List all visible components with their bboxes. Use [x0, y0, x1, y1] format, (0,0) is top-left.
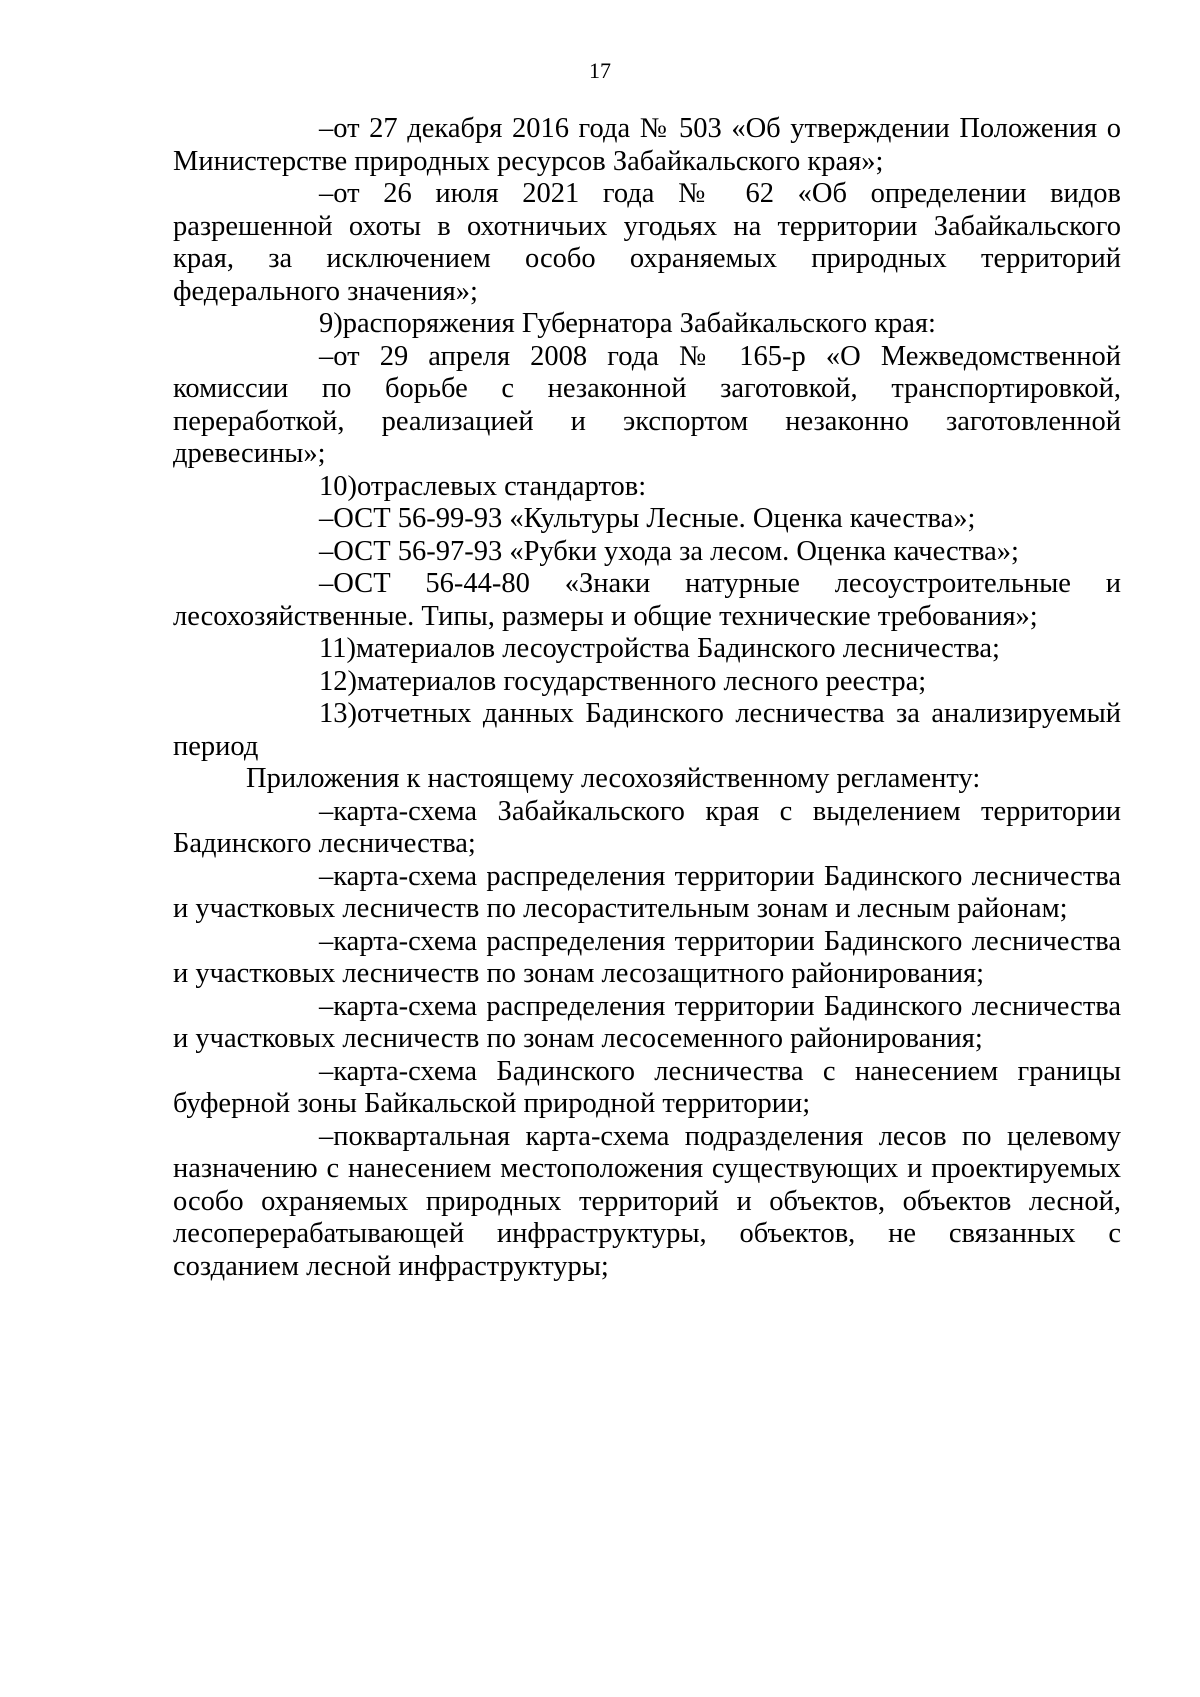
list-item-text: материалов государственного лесного реестра;	[357, 665, 927, 697]
list-marker: 13)	[319, 698, 357, 729]
list-marker: –	[319, 503, 334, 534]
list-item-text: ОСТ 56-99-93 «Культуры Лесные. Оценка качества»;	[333, 503, 976, 534]
list-marker: 11)	[319, 633, 356, 664]
list-item	[173, 178, 1121, 308]
list-item-text: карта-схема распределения территории Бадинского лесничества и участковых лесничеств по зонам лесозащитного районирования;	[173, 925, 1121, 989]
list-item	[173, 341, 1121, 471]
list-item-text: карта-схема Забайкальского края с выделением территории Бадинского лесничества;	[173, 795, 1121, 859]
list-marker: –	[319, 535, 334, 567]
list-marker: 9)	[319, 308, 343, 339]
annex-heading-text: Приложения к настоящему лесохозяйственному регламенту:	[246, 763, 981, 794]
list-item	[173, 503, 1121, 536]
list-item	[173, 698, 1121, 763]
list-item	[173, 471, 1121, 504]
list-marker: –	[319, 1055, 334, 1087]
list-item-text: от 26 июля 2021 года № 62 «Об определении видов разрешенной охоты в охотничьих угодьях на территории Забайкальского края, за исключением особо охраняемых природных территорий федерального значения»;	[173, 178, 1121, 307]
list-item-text: ОСТ 56-97-93 «Рубки ухода за лесом. Оценка качества»;	[333, 535, 1019, 567]
list-item	[173, 633, 1121, 666]
list-item-text: от 27 декабря 2016 года № 503 «Об утверждении Положения о Министерстве природных ресурсов Забайкальского края»;	[173, 113, 1121, 177]
list-item	[173, 1121, 1121, 1284]
list-marker: 10)	[319, 470, 357, 502]
list-item	[173, 666, 1121, 699]
list-marker: –	[319, 795, 334, 827]
list-item	[173, 1056, 1121, 1121]
list-item-text: материалов лесоустройства Бадинского лесничества;	[355, 633, 1000, 664]
list-marker: –	[319, 178, 334, 209]
list-item-text: от 29 апреля 2008 года № 165-р «О Межведомственной комиссии по борьбе с незаконной заготовкой, транспортировкой, переработкой, реализацией и экспортом незаконно заготовленной древесины»;	[173, 340, 1121, 469]
list-marker: 12)	[319, 665, 357, 697]
list-item-text: карта-схема распределения территории Бадинского лесничества и участковых лесничеств по лесорастительным зонам и лесным районам;	[173, 860, 1121, 924]
list-item-text: отчетных данных Бадинского лесничества за анализируемый период	[173, 698, 1121, 762]
list-item	[173, 536, 1121, 569]
list-marker: –	[319, 340, 334, 372]
list-item	[173, 568, 1121, 633]
list-item-text: карта-схема распределения территории Бадинского лесничества и участковых лесничеств по зонам лесосеменного районирования;	[173, 990, 1121, 1054]
list-item	[173, 308, 1121, 341]
list-item-text: поквартальная карта-схема подразделения лесов по целевому назначению с нанесением местоположения существующих и проектируемых особо охраняемых природных территорий и объектов, объектов лесной, лесоперерабатывающей инфраструктуры, объектов, не связанных с созданием лесной инфраструктуры;	[173, 1120, 1121, 1282]
list-item-text: распоряжения Губернатора Забайкальского края:	[342, 308, 936, 339]
list-item-text: ОСТ 56-44-80 «Знаки натурные лесоустроительные и лесохозяйственные. Типы, размеры и общие технические требования»;	[173, 568, 1121, 632]
list-item	[173, 861, 1121, 926]
list-item	[173, 113, 1121, 178]
list-marker: –	[319, 860, 334, 892]
list-marker: –	[319, 925, 334, 957]
list-item	[173, 991, 1121, 1056]
list-item-text: отраслевых стандартов:	[357, 470, 647, 502]
list-marker: –	[319, 568, 334, 599]
list-marker: –	[319, 990, 334, 1022]
list-marker: –	[319, 1120, 334, 1152]
document-body	[173, 113, 1121, 1283]
list-item-text: карта-схема Бадинского лесничества с нанесением границы буферной зоны Байкальской природной территории;	[173, 1055, 1121, 1119]
annex-heading	[173, 763, 1121, 796]
list-marker: –	[319, 113, 334, 144]
list-item	[173, 926, 1121, 991]
page-number: 17	[589, 58, 611, 83]
list-item	[173, 796, 1121, 861]
